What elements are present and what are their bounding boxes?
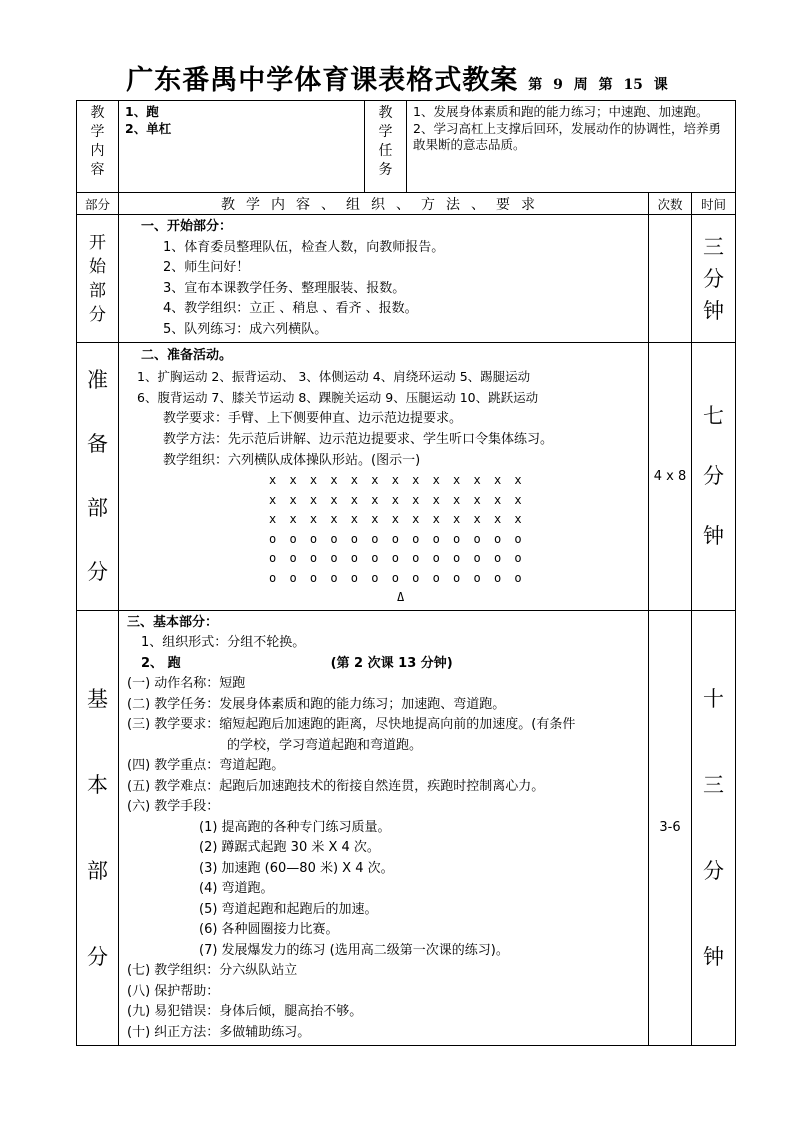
prep-section — [77, 343, 736, 611]
basic-content: 三、基本部分： 1、组织形式：分组不轮换。 2、 跑 (第 2 次课 13 分钟) (一) 动作名称：短跑 (二) 教学任务：发展身体素质和跑的能力练习；加速跑、弯道跑。 (三) 教学要求：缩短起跑后加速跑的距离，尽快地提高向前的加速度。(有条件 的学校，学习弯道起跑和弯道跑。 (四) 教学重点：弯道起跑。 (五) 教学难点：起跑后加速跑技术的衔接自然连贯，疾跑时控制离心力。 (六) 教学手段： (1) 提高跑的各种专门练习质量。 (2) 蹲踞式起跑 30 米 X 4 次。 (3) 加速跑 (60—80 米) X 4 次。 (4) 弯道跑。 (5) 弯道起跑和起跑后的加速。 (6) 各种圆圈接力比赛。 (7) 发展爆发力的练习 (选用高二级第一次课的练习)。 (七) 教学组织：分六纵队站立 (八) 保护帮助： (九) 易犯错误：身体后倾，腿高抬不够。 (十) 纠正方法：多做辅助练习。 — [119, 610, 649, 1046]
info-row — [77, 101, 736, 193]
title-main: 广东番禺中学体育课表格式教案 — [126, 65, 519, 96]
basic-count: 3-6 — [649, 610, 692, 1046]
prep-count: 4 x 8 — [649, 343, 692, 611]
start-count — [649, 215, 692, 343]
title-week: 第 9 周 第 15 课 — [528, 77, 668, 93]
prep-content: 二、准备活动。 1、扩胸运动 2、振背运动、 3、体侧运动 4、肩绕环运动 5、踢腿运动 6、腹背运动 7、膝关节运动 8、踝腕关运动 9、压腿运动 10、跳跃运动 教学要求：手臂、上下侧要伸直、边示范边提要求。 教学方法：先示范后讲解、边示范边提要求、学生听口令集体练习。 教学组织：六列横队成体操队形站。(图示一) x x x x x x x x x x x x x x x x x x x x x x x x x x x x x x x x x x x x x x x o o o o o o o o o o o o o o o o o o o o o o o o o o o o o o o o o o o o o o o Δ — [119, 343, 649, 611]
header-content: 教学内容、组织、方法、要求 — [119, 193, 649, 215]
start-label: 开 始 部 分 — [77, 215, 119, 343]
formation-grid: x x x x x x x x x x x x x x x x x x x x x x x x x x x x x x x x x x x x x x x o o o o o o o o o o o o o o o o o o o o o o o o o o o o o o o o o o o o o o o Δ — [127, 471, 640, 608]
prep-time: 七 分 钟 — [692, 343, 736, 611]
prep-label: 准 备 部 分 — [77, 343, 119, 611]
header-time: 时间 — [692, 193, 736, 215]
start-content: 一、开始部分： 1、体育委员整理队伍，检查人数，向教师报告。 2、师生问好！ 3、宣布本课教学任务、整理服装、报数。 4、教学组织：立正 、稍息 、看齐 、报数。 5、队列练习：成六列横队。 — [119, 215, 649, 343]
lesson-plan-table — [76, 100, 736, 1046]
start-section — [77, 215, 736, 343]
page-title — [0, 58, 794, 97]
content-items: 1、跑 2、单杠 — [119, 101, 365, 193]
task-label: 教 学 任 务 — [365, 101, 407, 193]
content-label: 教 学 内 容 — [77, 101, 119, 193]
start-time: 三 分 钟 — [692, 215, 736, 343]
basic-label: 基 本 部 分 — [77, 610, 119, 1046]
basic-section — [77, 610, 736, 1046]
header-count: 次数 — [649, 193, 692, 215]
basic-time: 十 三 分 钟 — [692, 610, 736, 1046]
header-part: 部分 — [77, 193, 119, 215]
task-items: 1、发展身体素质和跑的能力练习；中速跑、加速跑。 2、学习高杠上支撑后回环，发展动作的协调性，培养勇敢果断的意志品质。 — [407, 101, 736, 193]
teacher-marker: Δ — [397, 590, 405, 604]
header-row — [77, 193, 736, 215]
